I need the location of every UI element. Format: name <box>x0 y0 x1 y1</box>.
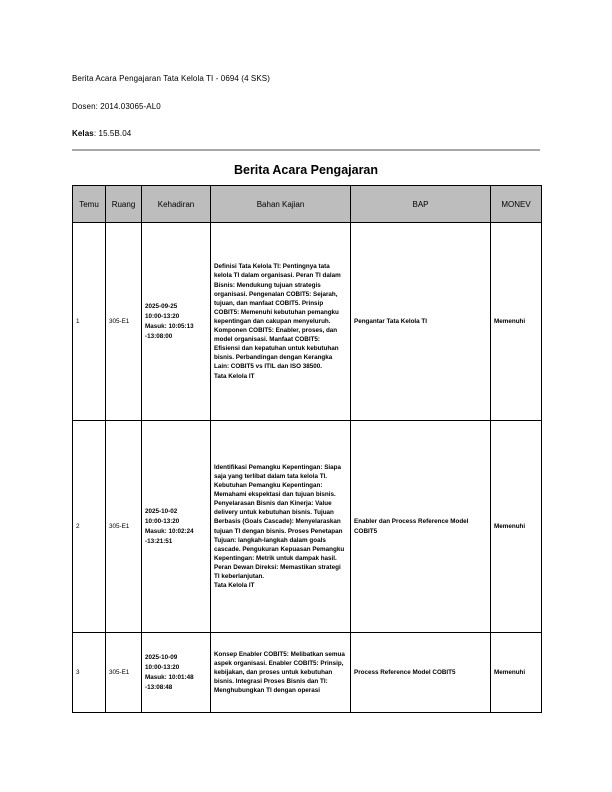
material-text: Definisi Tata Kelola TI: Pentingnya tata kelola TI dalam organisasi. Peran TI dalam Bisnis: Mendukung tujuan strategis organisasi. Pengenalan COBIT5: Sejarah, tujuan, dan manfaat COBIT5. Prinsip COBIT5: Memenuhi kebutuhan pemangku kepentingan dan cakupan menyeluruh. Komponen COBIT5: Enabler, proses, dan model organisasi. Manfaat COBIT5: Efisiensi dan kepatuhan untuk kebutuhan bisnis. Perbandingan dengan Kerangka Lain: COBIT5 vs ITIL dan ISO 38500. <box>214 263 341 371</box>
attendance-check-out: -13:08:48 <box>145 683 173 691</box>
attendance-check-out: -13:21:51 <box>145 537 173 545</box>
lecturer-line: Dosen: 2014.03065-AL0 <box>72 102 161 111</box>
teaching-record-table <box>72 185 542 713</box>
attendance-check-in: Masuk: 10:05:13 <box>145 322 194 330</box>
lecturer-label: Dosen <box>72 102 96 111</box>
monev-cell: Memenuhi <box>491 633 542 713</box>
class-line: Kelas: 15.5B.04 <box>72 129 132 138</box>
column-header-monev: MONEV <box>491 186 542 223</box>
column-header-material: Bahan Kajian <box>211 186 351 223</box>
attendance-schedule: 10:00-13:20 <box>145 517 180 525</box>
meeting-number: 2 <box>73 421 106 633</box>
attendance-date: 2025-09-25 <box>145 302 178 310</box>
monev-cell: Memenuhi <box>491 223 542 421</box>
material-text: Konsep Enabler COBIT5: Melibatkan semua aspek organisasi. Enabler COBIT5: Prinsip, kebijakan, dan proses untuk kebutuhan bisnis. Integrasi Proses Bisnis dan TI: Menghubungkan TI dengan operasi <box>214 650 345 695</box>
attendance-check-in: Masuk: 10:01:48 <box>145 673 194 681</box>
lecturer-value: 2014.03065-AL0 <box>100 102 161 111</box>
column-header-meeting: Temu <box>73 186 106 223</box>
bap-cell: Enabler dan Process Reference Model COBIT5 <box>351 421 491 633</box>
table-header-row <box>73 186 542 223</box>
attendance-schedule: 10:00-13:20 <box>145 663 180 671</box>
material-cell <box>211 223 351 421</box>
class-value: 15.5B.04 <box>98 129 132 138</box>
document-title: Berita Acara Pengajaran <box>233 163 379 177</box>
material-cell <box>211 633 351 713</box>
column-header-bap: BAP <box>351 186 491 223</box>
room-cell: 305-E1 <box>106 421 142 633</box>
attendance-cell <box>142 633 211 713</box>
column-header-attendance: Kehadiran <box>142 186 211 223</box>
material-topic: Tata Kelola IT <box>214 372 255 380</box>
table-row <box>73 223 542 421</box>
meeting-number: 1 <box>73 223 106 421</box>
attendance-cell <box>142 421 211 633</box>
attendance-cell <box>142 223 211 421</box>
material-text: Identifikasi Pemangku Kepentingan: Siapa saja yang terlibat dalam tata kelola TI. Kebutuhan Pemangku Kepentingan: Memahami ekspektasi dan tujuan bisnis. Penyelarasan Bisnis dan Kinerja: Value delivery untuk kebutuhan bisnis. Tujuan Berbasis (Goals Cascade): Menyelaraskan tujuan TI dengan bisnis. Proses Penetapan Tujuan: langkah-langkah dalam goals cascade. Pengukuran Kepuasan Pemangku Kepentingan: Metrik untuk dampak hasil. Peran Dewan Direksi: Memastikan strategi TI keberlanjutan. <box>214 463 345 580</box>
column-header-room: Ruang <box>106 186 142 223</box>
material-cell <box>211 421 351 633</box>
table-row <box>73 421 542 633</box>
room-cell: 305-E1 <box>106 223 142 421</box>
attendance-date: 2025-10-02 <box>145 507 178 515</box>
material-topic: Tata Kelola IT <box>214 582 255 590</box>
room-cell: 305-E1 <box>106 633 142 713</box>
monev-cell: Memenuhi <box>491 421 542 633</box>
bap-cell: Process Reference Model COBIT5 <box>351 633 491 713</box>
table-row <box>73 633 542 713</box>
header-divider <box>72 149 540 151</box>
attendance-date: 2025-10-09 <box>145 653 178 661</box>
class-label: Kelas <box>72 129 94 138</box>
attendance-schedule: 10:00-13:20 <box>145 312 180 320</box>
course-title: Berita Acara Pengajaran Tata Kelola TI - 0694 (4 SKS) <box>72 74 271 83</box>
attendance-check-in: Masuk: 10:02:24 <box>145 527 194 535</box>
attendance-check-out: -13:08:00 <box>145 332 173 340</box>
meeting-number: 3 <box>73 633 106 713</box>
bap-cell: Pengantar Tata Kelola TI <box>351 223 491 421</box>
